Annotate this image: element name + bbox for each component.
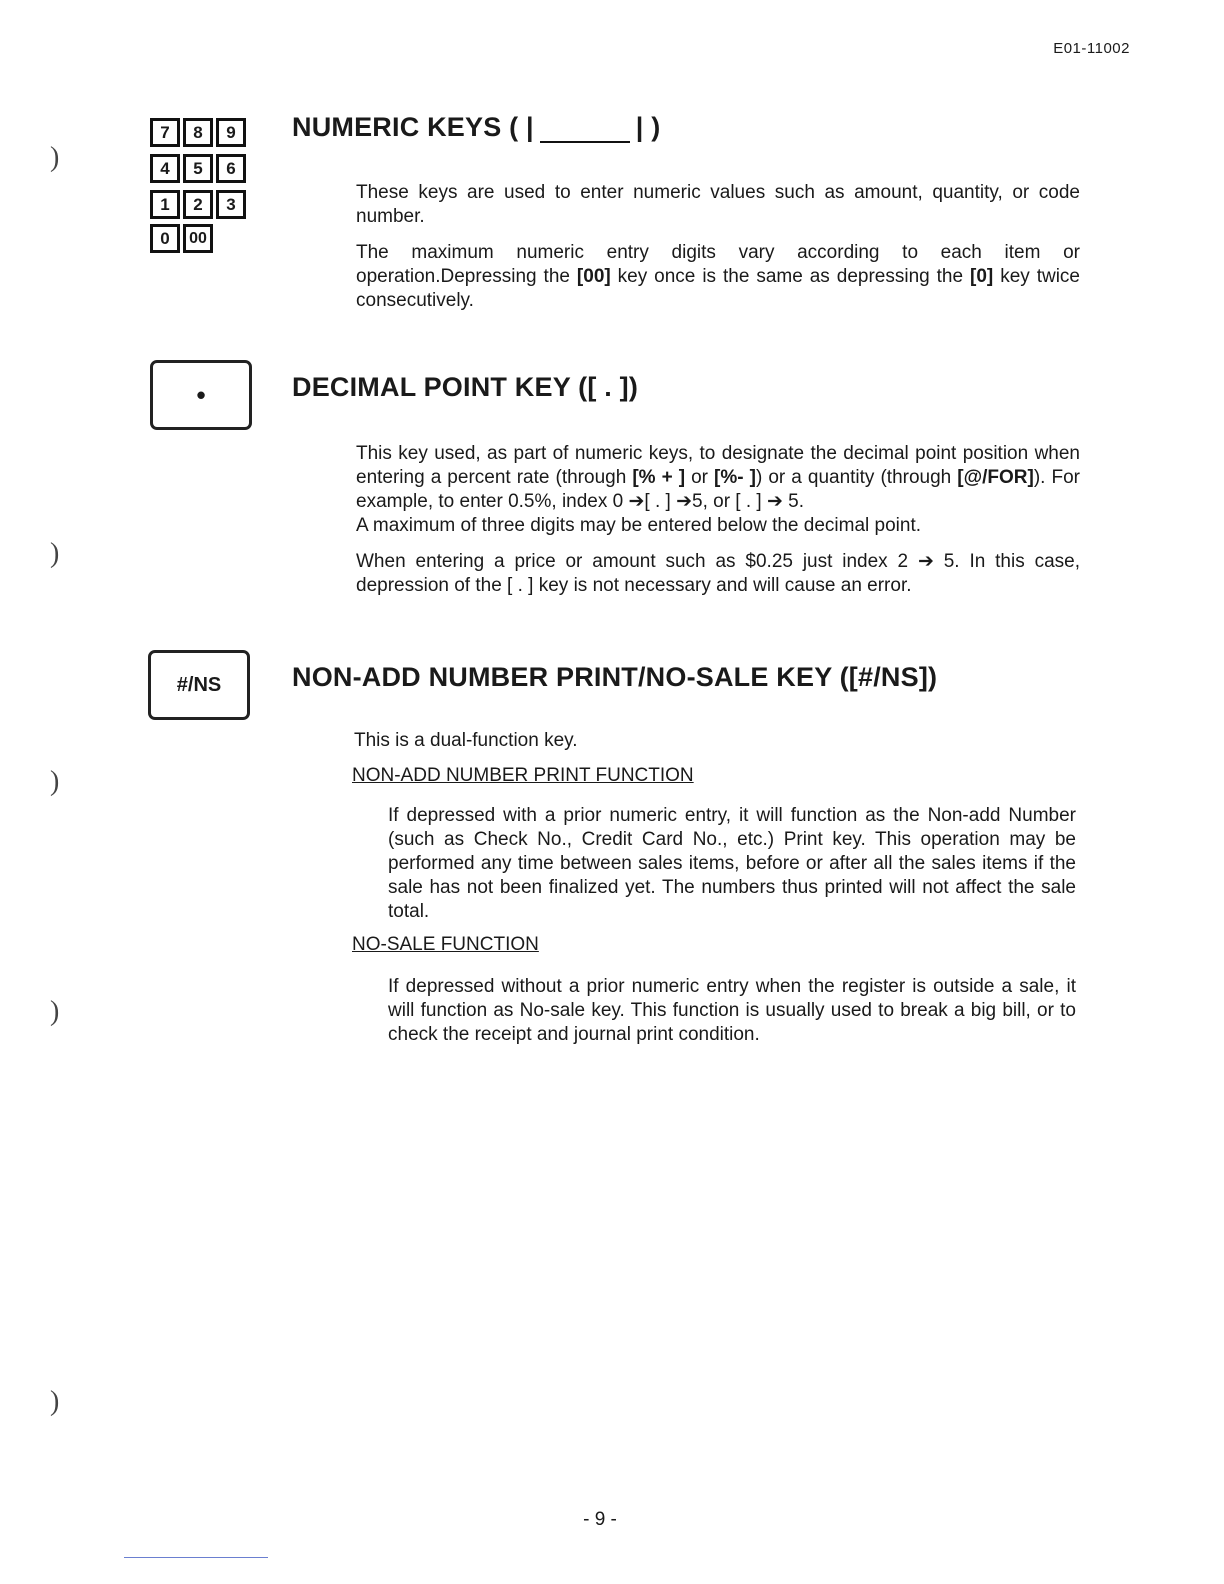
margin-mark: ) [50,142,60,173]
numeric-description: These keys are used to enter numeric values such as amount, quantity, or code number. [356,182,1080,227]
keypad-key: 6 [216,154,246,183]
decimal-price-note: When entering a price or amount such as $0.25 just index 2 ➔ 5. In this case, depression of the [ . ] key is not necessary and will cause an error. [356,551,1080,596]
margin-mark: ) [50,538,60,569]
decimal-description [356,442,1080,538]
section-heading-non-add-no-sale-key: NON-ADD NUMBER PRINT/NO-SALE KEY ([#/NS]) [292,662,938,692]
keypad-key: 4 [150,154,180,183]
heading-blank-line [540,117,630,143]
subheading-no-sale: NO-SALE FUNCTION [352,934,539,955]
heading-text: NUMERIC KEYS ( | [292,112,534,142]
text-run: The maximum numeric entry digits vary according to each item or operation.Depressing the [356,242,1080,287]
section-heading-decimal-point-key: DECIMAL POINT KEY ([ . ]) [292,372,639,402]
margin-mark: ) [50,766,60,797]
heading-text: | ) [635,112,661,142]
keypad-key: 7 [150,118,180,147]
decimal-point-key-illustration: • [150,360,252,430]
non-add-intro: This is a dual-function key. [354,730,578,751]
key-reference: [0] [970,266,994,287]
keypad-key: 0 [150,224,180,253]
text-run: key once is the same as depressing the [610,266,971,287]
text-run: ) or a quantity (through [755,467,958,488]
key-reference: [%- ] [714,467,756,488]
numeric-keypad-illustration [150,118,256,254]
text-run: This key used, as part of numeric keys, to designate the decimal point position when entering a percent rate (through [356,443,1080,488]
key-reference: [@/FOR] [957,467,1034,488]
key-reference: [00] [576,266,611,287]
keypad-key: 9 [216,118,246,147]
numeric-max-digits-note [356,241,1080,313]
margin-mark: ) [50,1386,60,1417]
keypad-key: 1 [150,190,180,219]
non-add-print-description: If depressed with a prior numeric entry, it will function as the Non-add Number (such as Check No., Credit Card No., etc.) Print key. This operation may be performed any time between sales items, before or after all the sales items if the sale has not been finalized yet. The numbers thus printed will not affect the sale total. [388,805,1076,922]
keypad-key: 3 [216,190,246,219]
page-number: - 9 - [583,1509,617,1530]
document-code: E01-11002 [1053,40,1130,57]
keypad-key: 00 [183,224,213,253]
bottom-rule [124,1557,268,1558]
keypad-key: 2 [183,190,213,219]
text-run: A maximum of three digits may be entered below the decimal point. [356,515,922,536]
keypad-key: 8 [183,118,213,147]
margin-mark: ) [50,996,60,1027]
no-sale-description: If depressed without a prior numeric entry when the register is outside a sale, it will function as No-sale key. This function is usually used to break a big bill, or to check the receipt and journal print condition. [388,976,1076,1045]
keypad-key: 5 [183,154,213,183]
text-run: or [685,467,715,488]
subheading-non-add-number-print: NON-ADD NUMBER PRINT FUNCTION [352,765,694,786]
text-run: ). For example, to enter 0.5%, index 0 ➔[ . ] ➔5, or [ . ] ➔ 5. [356,467,1081,512]
key-reference: [% + ] [632,467,686,488]
text-run: key twice consecutively. [356,266,1080,311]
section-heading-numeric-keys [292,112,660,143]
non-add-no-sale-key-illustration: #/NS [148,650,250,720]
